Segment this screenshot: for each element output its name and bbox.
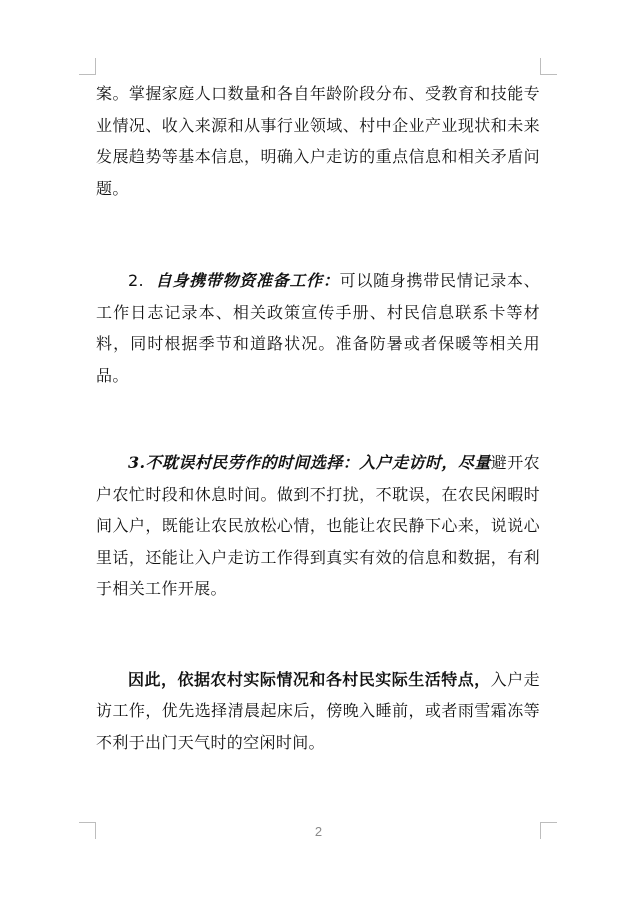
paragraph-text: 案。掌握家庭人口数量和各自年龄阶段分布、受教育和技能专业情况、收入来源和从事行业领域、村中企业产业现状和未来发展趋势等基本信息，明确入户走访的重点信息和相关矛盾问题。 — [96, 84, 540, 198]
paragraph-timing — [96, 447, 540, 605]
paragraph-continuation — [96, 78, 540, 204]
paragraph-supplies — [96, 265, 540, 391]
margin-corner-top-right — [540, 58, 557, 75]
paragraph-text: 可以随身携带民情记录本、工作日志记录本、相关政策宣传手册、村民信息联系卡等材料，同时根据季节和道路状况。准备防暑或者保暖等相关用品。 — [96, 271, 541, 385]
paragraph-heading: 因此，依据农村实际情况和各村民实际生活特点， — [128, 669, 491, 689]
paragraph-number: 2. — [128, 271, 144, 290]
paragraph-text: 入户走访工作，优先选择清晨起床后，傍晚入睡前，或者雨雪霜冻等不利于出门天气时的空闲时间。 — [96, 669, 540, 752]
page-number: 2 — [314, 824, 323, 839]
margin-corner-top-left — [79, 58, 96, 75]
paragraph-heading: 自身携带物资准备工作： — [155, 271, 340, 290]
document-body — [96, 78, 540, 758]
paragraph-conclusion — [96, 664, 540, 759]
paragraph-text: 避开农户农忙时段和休息时间。做到不打扰，不耽误，在农民闲暇时间入户，既能让农民放松心情，也能让农民静下心来，说说心里话，还能让入户走访工作得到真实有效的信息和数据，有利于相关工作开展。 — [96, 453, 540, 598]
paragraph-heading: 3.不耽误村民劳作的时间选择：入户走访时，尽量 — [128, 453, 491, 472]
